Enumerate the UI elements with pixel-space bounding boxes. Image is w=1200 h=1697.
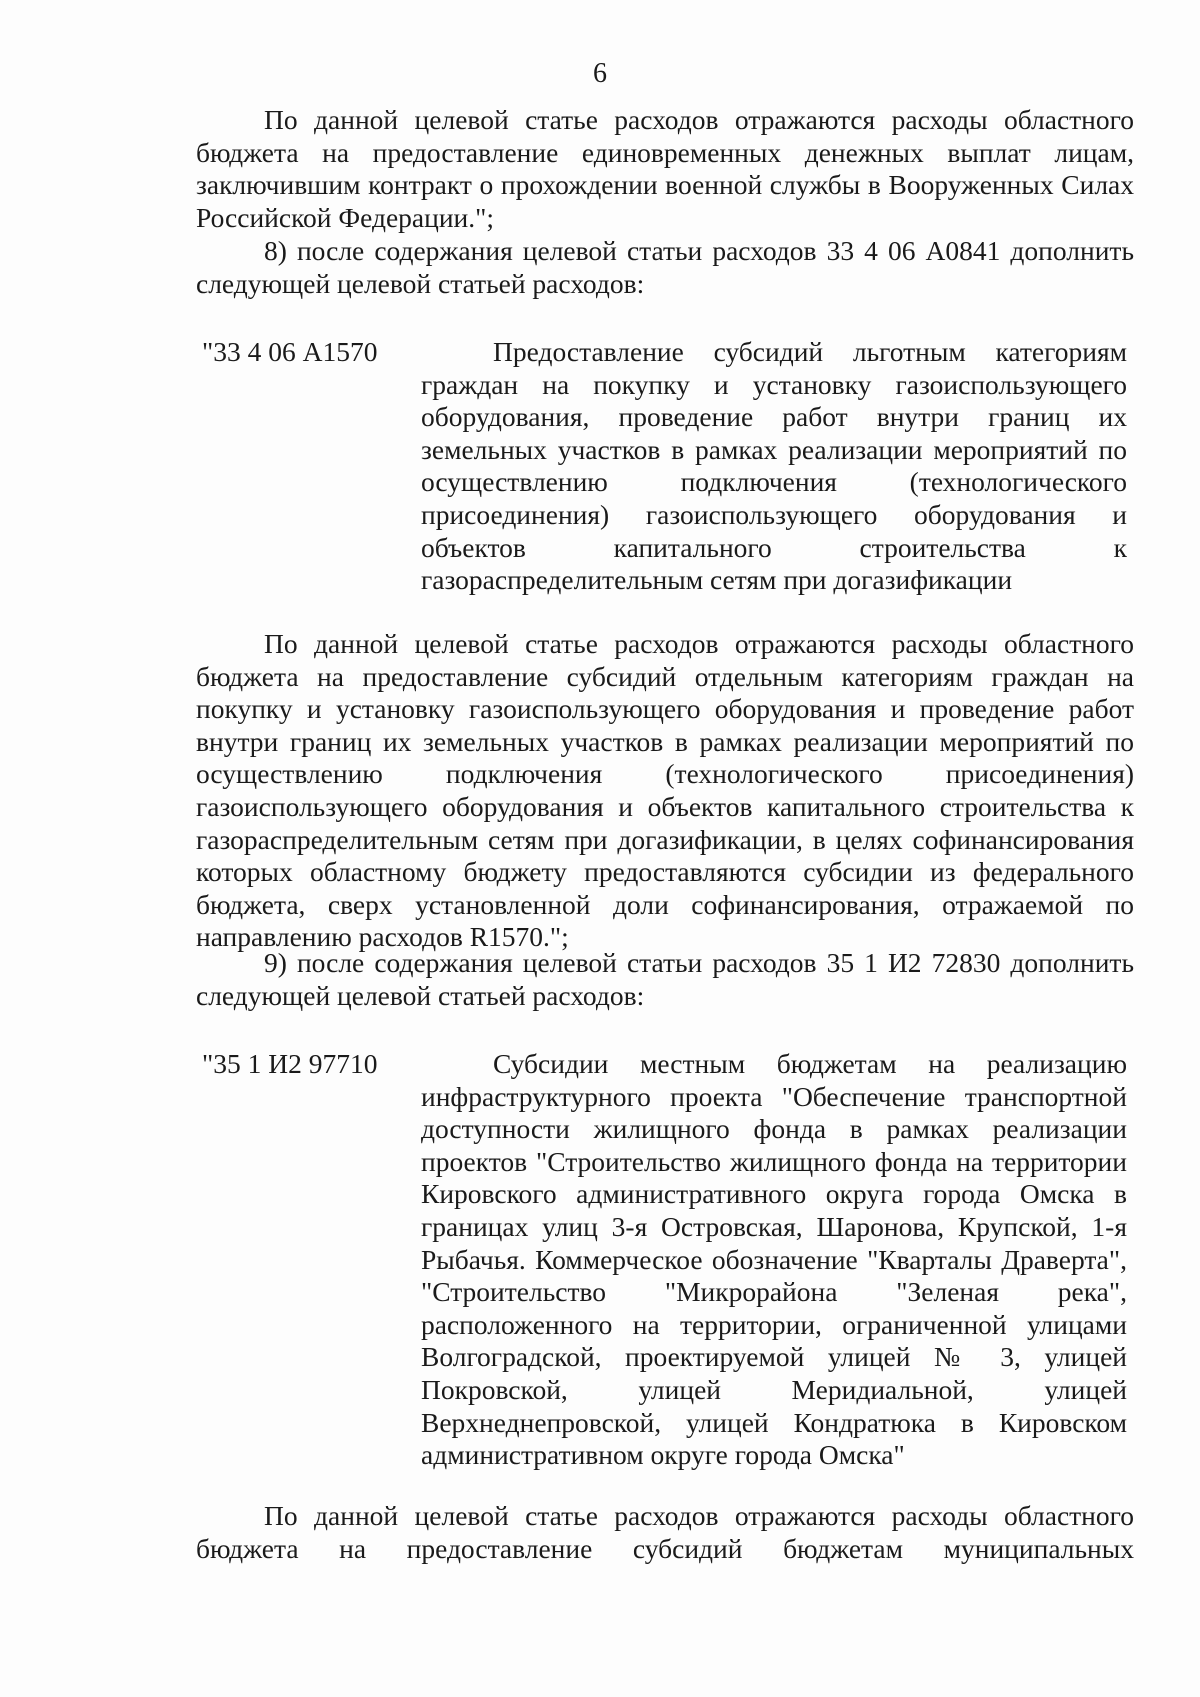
target-article-code: "33 4 06 А1570 [202,336,378,367]
page-number: 6 [593,58,607,89]
paragraph-expenses-description-3: По данной целевой статье расходов отражаются расходы областного бюджета на предоставление субсидий бюджетам муниципальных [196,1500,1134,1564]
paragraph-expenses-description-2: По данной целевой статье расходов отражаются расходы областного бюджета на предоставление субсидий отдельным категориям граждан на покупку и установку газоиспользующего оборудования и проведение работ внутри границ их земельных участков в рамках реализации мероприятий по осуществлению подключения (технологического присоединения) газоиспользующего оборудования и объектов капитального строительства к газораспределительным сетям при догазификации, в целях софинансирования которых областному бюджету предоставляются субсидии из федерального бюджета, сверх установленной доли софинансирования, отражаемой по направлению расходов R1570."; [196,628,1134,953]
paragraph-amendment-8: 8) после содержания целевой статьи расходов 33 4 06 А0841 дополнить следующей целевой статьей расходов: [196,235,1134,299]
target-article-description: Субсидии местным бюджетам на реализацию инфраструктурного проекта "Обеспечение транспортной доступности жилищного фонда в рамках реализации проектов "Строительство жилищного фонда на территории Кировского административного округа города Омска в границах улиц 3-я Островская, Шаронова, Крупской, 1-я Рыбачья. Коммерческое обозначение "Кварталы Драверта", "Строительство "Микрорайона "Зеленая река", расположенного на территории, ограниченной улицами Волгоградской, проектируемой улицей № 3, улицей Покровской, улицей Меридиальной, улицей Верхнеднепровской, улицей Кондратюка в Кировском административном округе города Омска" [421,1048,1127,1471]
target-article-description: Предоставление субсидий льготным категориям граждан на покупку и установку газоиспользующего оборудования, проведение работ внутри границ их земельных участков в рамках реализации мероприятий по осуществлению подключения (технологического присоединения) газоиспользующего оборудования и объектов капитального строительства к газораспределительным сетям при догазификации [421,336,1127,596]
paragraph-expenses-description-1: По данной целевой статье расходов отражаются расходы областного бюджета на предоставление единовременных денежных выплат лицам, заключившим контракт о прохождении военной службы в Вооруженных Силах Российской Федерации."; [196,104,1134,233]
paragraph-amendment-9: 9) после содержания целевой статьи расходов 35 1 И2 72830 дополнить следующей целевой статьей расходов: [196,947,1134,1011]
target-article-code: "35 1 И2 97710 [202,1048,378,1079]
